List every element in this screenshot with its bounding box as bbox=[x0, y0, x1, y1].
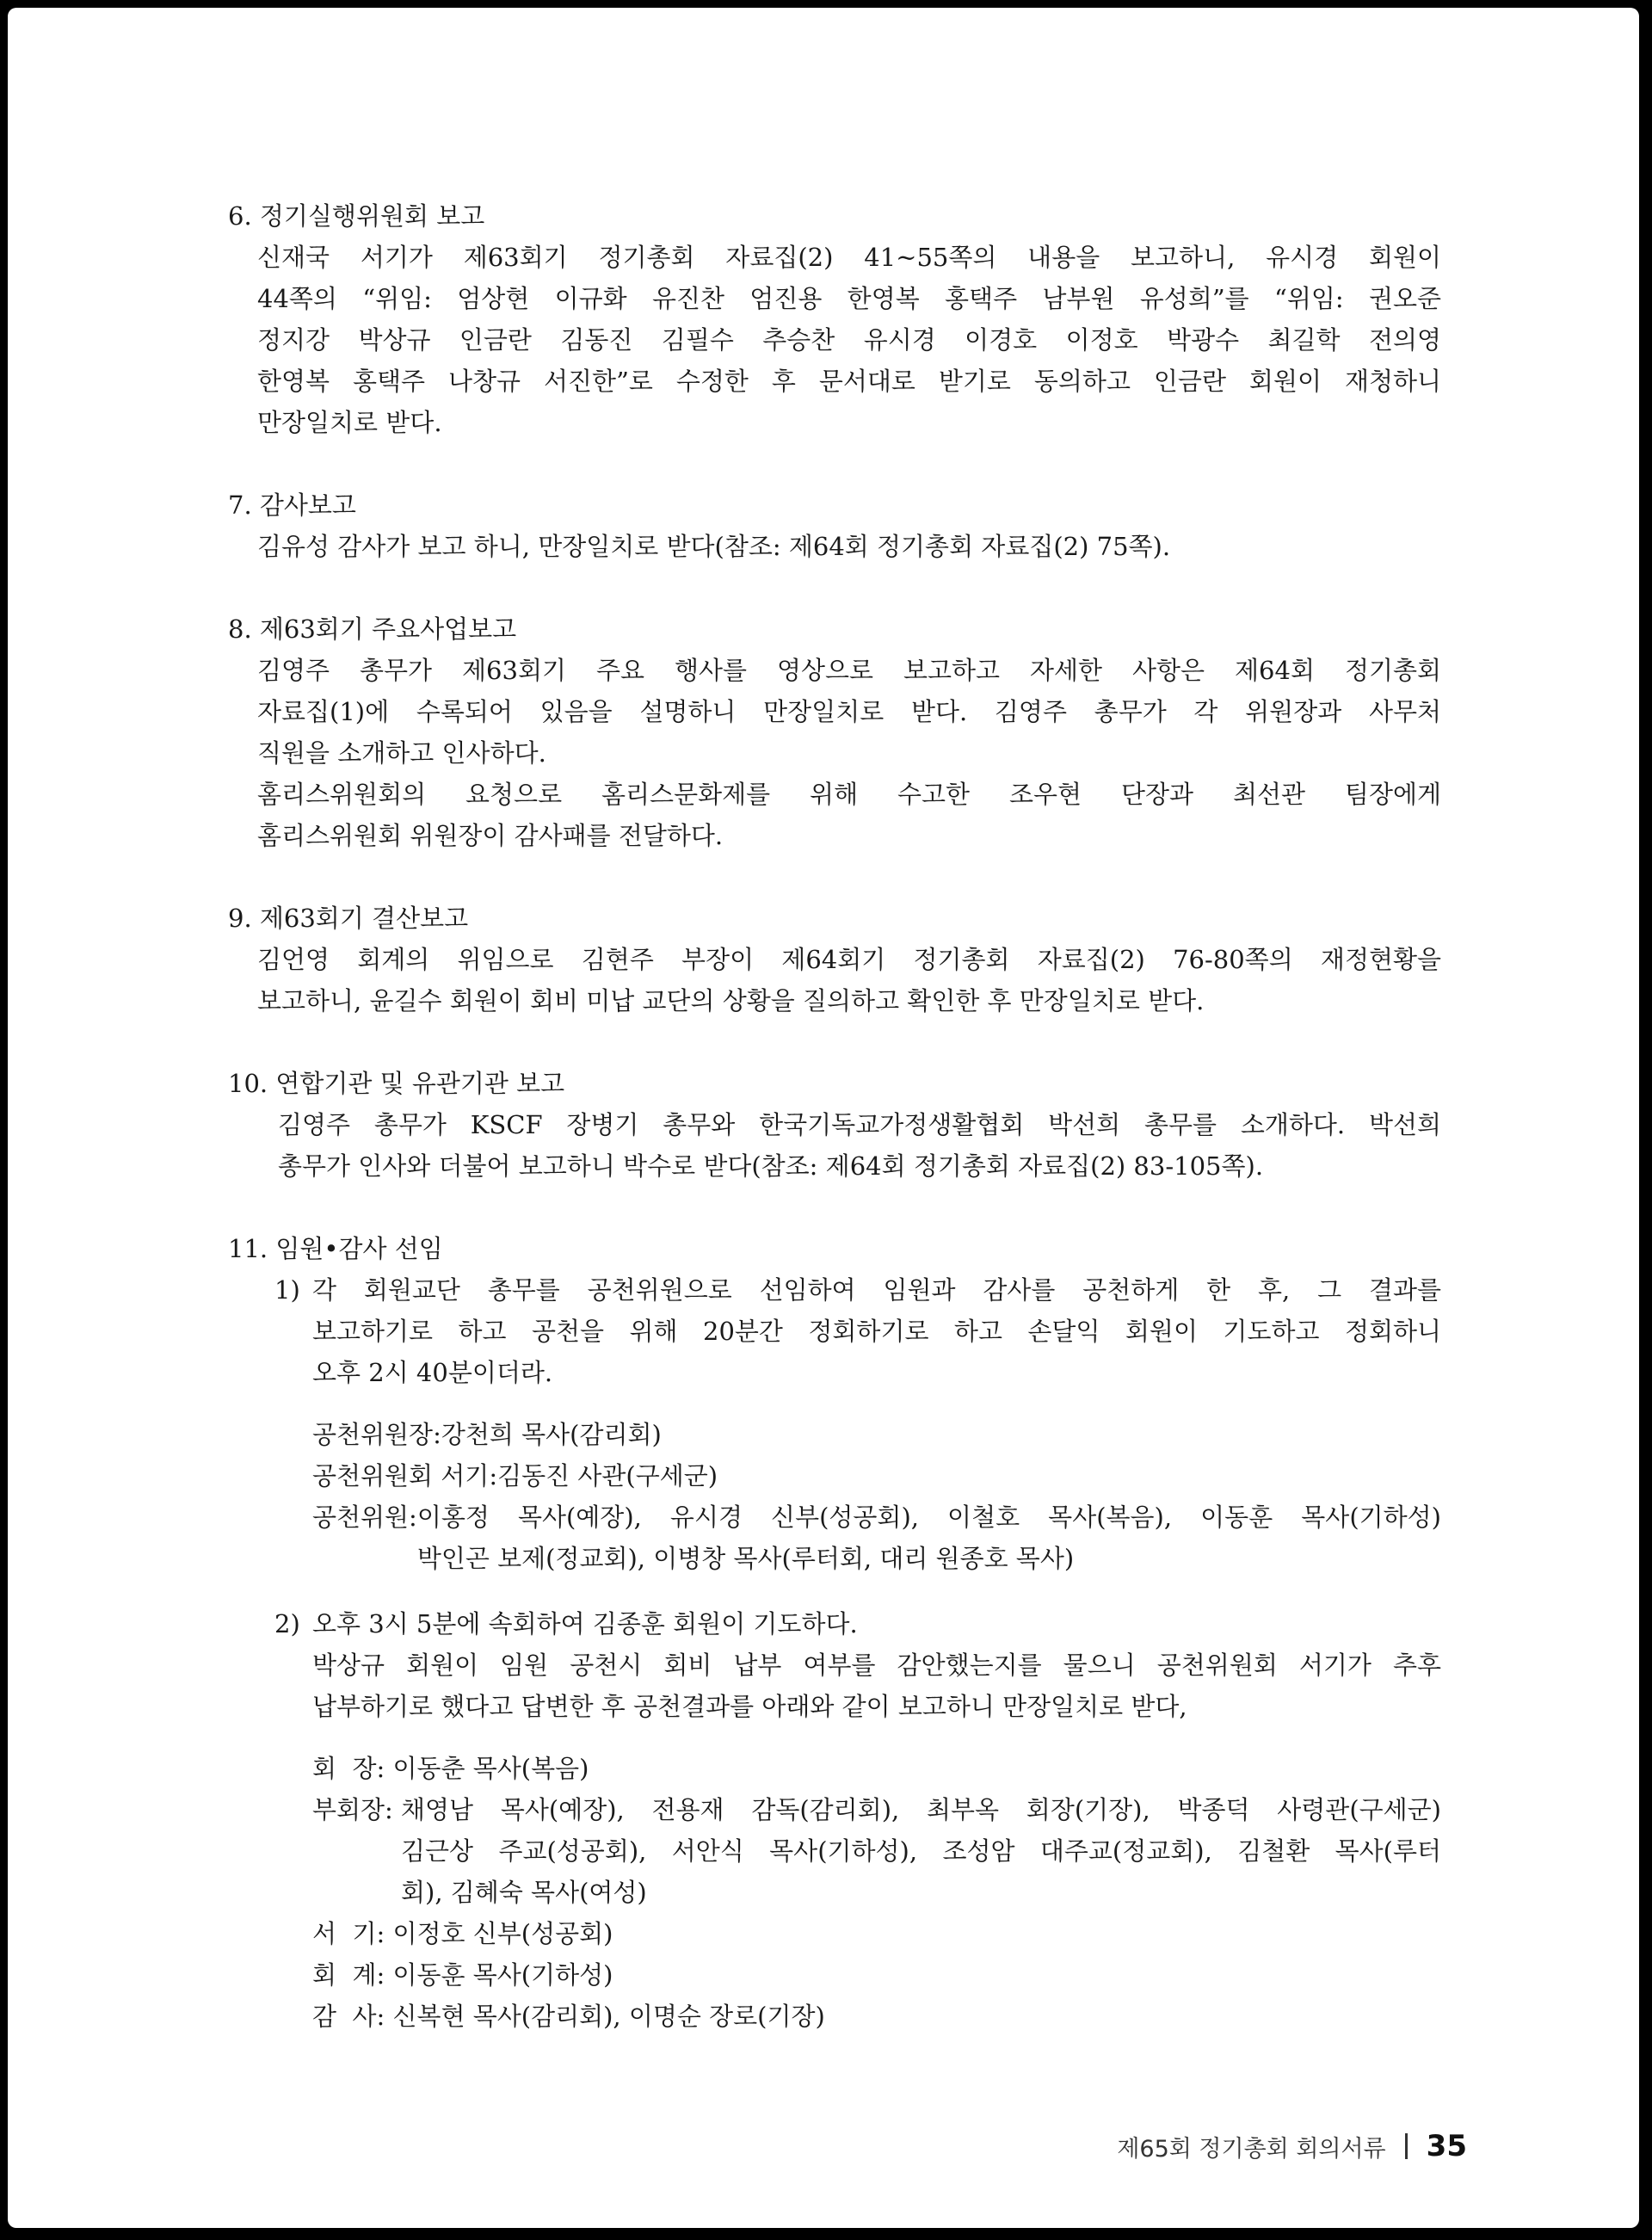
item-number: 2) bbox=[274, 1609, 300, 1638]
text-line: 자료집(1)에 수록되어 있음을 설명하니 만장일치로 받다. 김영주 총무가 각 위원장과 사무처 bbox=[257, 697, 1441, 726]
section-heading: 10. 연합기관 및 유관기관 보고 bbox=[228, 1069, 565, 1098]
role-value: 이정호 신부(성공회) bbox=[392, 1919, 613, 1948]
role-label: 회 계: bbox=[312, 1960, 393, 1990]
roster-row bbox=[312, 1913, 1441, 1954]
section-10 bbox=[228, 1063, 1441, 1187]
text-line: 보고하니, 윤길수 회원이 회비 미납 교단의 상황을 질의하고 확인한 후 만장일치로 받다. bbox=[257, 986, 1205, 1015]
section-heading: 6. 정기실행위원회 보고 bbox=[228, 201, 485, 231]
item-number: 1) bbox=[274, 1275, 300, 1305]
section-heading: 11. 임원•감사 선임 bbox=[228, 1234, 443, 1263]
role-value bbox=[417, 1496, 1441, 1579]
section-7 bbox=[228, 484, 1441, 567]
role-label: 부회장: bbox=[312, 1795, 402, 1824]
text-line: 박상규 회원이 임원 공천시 회비 납부 여부를 감안했는지를 물으니 공천위원회 서기가 추후 bbox=[312, 1651, 1441, 1680]
section-8 bbox=[228, 608, 1441, 856]
text-line: 보고하기로 하고 공천을 위해 20분간 정회하기로 하고 손달익 회원이 기도하고 정회하니 bbox=[312, 1317, 1441, 1346]
section-heading: 9. 제63회기 결산보고 bbox=[228, 904, 469, 933]
text-line: 오후 2시 40분이더라. bbox=[312, 1358, 553, 1387]
roster-row bbox=[312, 1455, 1441, 1496]
officers-list bbox=[312, 1748, 1441, 2037]
document-page bbox=[8, 8, 1639, 2228]
role-label: 회 장: bbox=[312, 1754, 393, 1783]
roster-row bbox=[312, 1954, 1441, 1996]
text-line: 만장일치로 받다. bbox=[257, 408, 442, 437]
roster-row bbox=[312, 1789, 1441, 1913]
text-line: 채영남 목사(예장), 전용재 감독(감리회), 최부옥 회장(기장), 박종덕 사령관(구세군) bbox=[401, 1795, 1441, 1824]
section-body bbox=[257, 526, 1441, 567]
text-line: 홈리스위원회의 요청으로 홈리스문화제를 위해 수고한 조우현 단장과 최선관 팀장에게 bbox=[257, 780, 1441, 809]
section-heading: 8. 제63회기 주요사업보고 bbox=[228, 614, 517, 644]
minutes-content bbox=[228, 195, 1441, 2078]
role-label: 감 사: bbox=[312, 2002, 393, 2031]
text-line: 한영복 홍택주 나창규 서진한”로 수정한 후 문서대로 받기로 동의하고 인금란 회원이 재청하니 bbox=[257, 367, 1441, 396]
text-line: 총무가 인사와 더불어 보고하니 박수로 받다(참조: 제64회 정기총회 자료집(2) 83-105쪽). bbox=[278, 1151, 1264, 1181]
document-title: 제65회 정기총회 회의서류 bbox=[1117, 2135, 1386, 2163]
role-value: 이동춘 목사(복음) bbox=[392, 1754, 589, 1783]
section-heading: 7. 감사보고 bbox=[228, 491, 356, 520]
roster-row bbox=[312, 1414, 1441, 1455]
text-line: 회), 김혜숙 목사(여성) bbox=[401, 1878, 647, 1907]
text-line: 김근상 주교(성공회), 서안식 목사(기하성), 조성암 대주교(정교회), 김철환 목사(루터 bbox=[401, 1836, 1441, 1866]
role-value: 신복현 목사(감리회), 이명순 장로(기장) bbox=[392, 2002, 825, 2031]
text-line: 오후 3시 5분에 속회하여 김종훈 회원이 기도하다. bbox=[312, 1609, 858, 1638]
role-label: 공천위원: bbox=[312, 1503, 417, 1532]
role-label: 서 기: bbox=[312, 1919, 393, 1948]
role-value: 김동진 사관(구세군) bbox=[497, 1461, 718, 1490]
text-line: 각 회원교단 총무를 공천위원으로 선임하여 임원과 감사를 공천하게 한 후, 그 결과를 bbox=[312, 1275, 1441, 1305]
text-line: 납부하기로 했다고 답변한 후 공천결과를 아래와 같이 보고하니 만장일치로 받다, bbox=[312, 1692, 1187, 1721]
text-line: 직원을 소개하고 인사하다. bbox=[257, 738, 546, 768]
sub-item-2-body bbox=[312, 1645, 1441, 1727]
text-line: 44쪽의 “위임: 엄상현 이규화 유진찬 엄진용 한영복 홍택주 남부원 유성희”를 “위임: 권오준 bbox=[257, 284, 1441, 313]
role-label: 공천위원회 서기: bbox=[312, 1461, 498, 1490]
section-body bbox=[278, 1104, 1441, 1187]
section-9 bbox=[228, 898, 1441, 1021]
section-6 bbox=[228, 195, 1441, 443]
sub-item-2 bbox=[274, 1603, 1441, 1645]
sub-item-1-body bbox=[312, 1311, 1441, 1393]
text-line: 김영주 총무가 KSCF 장병기 총무와 한국기독교가정생활협회 박선희 총무를 소개하다. 박선희 bbox=[278, 1110, 1441, 1139]
text-line: 신재국 서기가 제63회기 정기총회 자료집(2) 41~55쪽의 내용을 보고하니, 유시경 회원이 bbox=[257, 243, 1441, 272]
sub-item-1 bbox=[274, 1269, 1441, 1311]
text-line: 김영주 총무가 제63회기 주요 행사를 영상으로 보고하고 자세한 사항은 제64회 정기총회 bbox=[257, 656, 1441, 685]
role-value: 강천희 목사(감리회) bbox=[441, 1420, 662, 1449]
page-footer bbox=[1117, 2129, 1467, 2163]
role-value bbox=[401, 1789, 1441, 1913]
section-body bbox=[257, 939, 1441, 1021]
role-label: 공천위원장: bbox=[312, 1420, 441, 1449]
nomination-committee-list bbox=[312, 1414, 1441, 1579]
text-line: 홈리스위원회 위원장이 감사패를 전달하다. bbox=[257, 821, 724, 850]
text-line: 이홍정 목사(예장), 유시경 신부(성공회), 이철호 목사(복음), 이동훈 목사(기하성) bbox=[416, 1503, 1441, 1532]
section-body bbox=[257, 237, 1441, 443]
text-line: 김언영 회계의 위임으로 김현주 부장이 제64회기 정기총회 자료집(2) 76-80쪽의 재정현황을 bbox=[257, 945, 1441, 974]
text-line: 정지강 박상규 인금란 김동진 김필수 추승찬 유시경 이경호 이정호 박광수 최길학 전의영 bbox=[257, 325, 1441, 355]
text-line: 박인곤 보제(정교회), 이병창 목사(루터회, 대리 원종호 목사) bbox=[416, 1544, 1075, 1573]
section-body bbox=[257, 650, 1441, 856]
role-value: 이동훈 목사(기하성) bbox=[392, 1960, 613, 1990]
footer-divider bbox=[1405, 2133, 1408, 2159]
section-11 bbox=[228, 1228, 1441, 2037]
text-line: 김유성 감사가 보고 하니, 만장일치로 받다(참조: 제64회 정기총회 자료집(2) 75쪽). bbox=[257, 532, 1171, 561]
roster-row bbox=[312, 1748, 1441, 1789]
roster-row bbox=[312, 1996, 1441, 2037]
roster-row bbox=[312, 1496, 1441, 1579]
page-number: 35 bbox=[1426, 2129, 1467, 2163]
